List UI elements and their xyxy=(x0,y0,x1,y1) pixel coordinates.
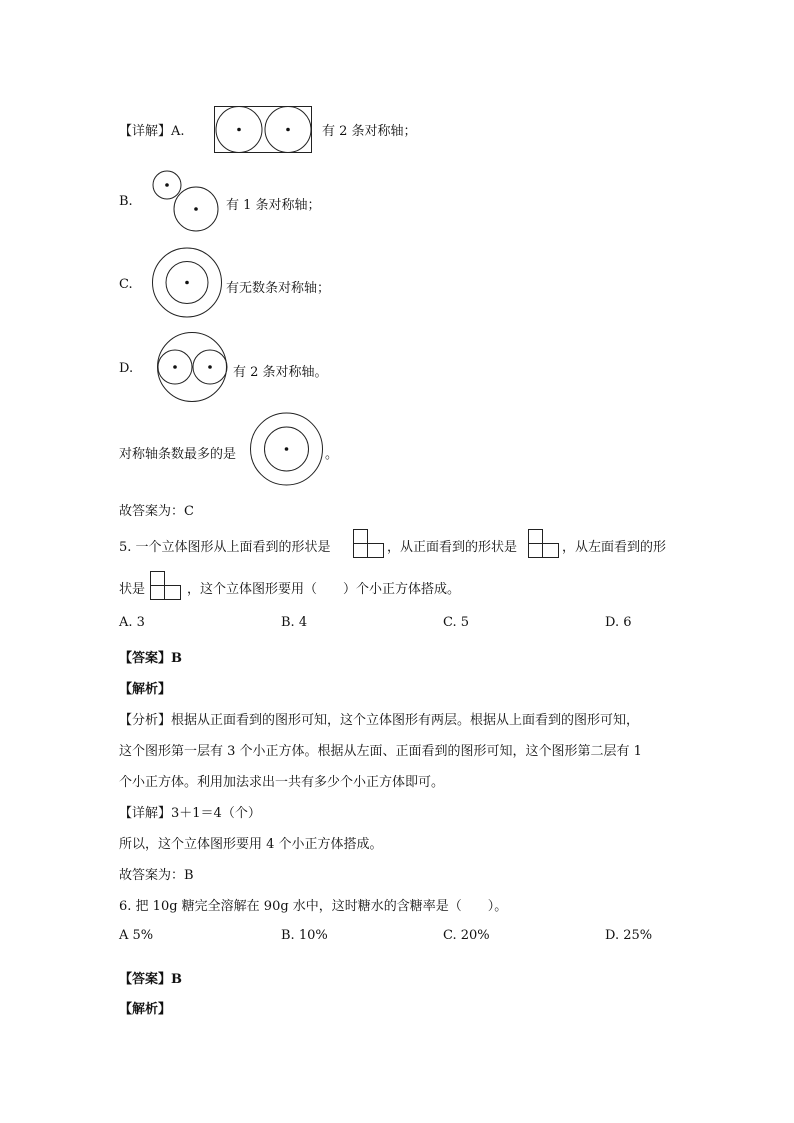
q4-answer-line: 故答案为：C xyxy=(119,504,194,519)
detail-b-text: 有 1 条对称轴； xyxy=(226,198,321,213)
view-from-left-icon xyxy=(150,571,184,601)
figure-d-circle-with-two-circles xyxy=(156,332,228,404)
detail-a-text: 有 2 条对称轴； xyxy=(322,124,417,139)
q6-option-a: A 5% xyxy=(119,928,154,943)
most-axes-text: 对称轴条数最多的是 xyxy=(119,447,237,462)
figure-b-two-circles xyxy=(150,170,222,234)
q5-option-d: D. 6 xyxy=(605,615,632,630)
q6-analysis-header: 【解析】 xyxy=(119,1002,172,1017)
q6-stem: 6. 把 10g 糖完全溶解在 90g 水中，这时糖水的含糖率是（ ）。 xyxy=(119,899,508,914)
detail-d-label: D. xyxy=(119,361,134,376)
q5-option-b: B. 4 xyxy=(281,615,308,630)
q5-stem-part2: ，从正面看到的形状是 xyxy=(387,540,518,555)
figure-most-axes-concentric-circles xyxy=(250,413,324,487)
figure-c-concentric-circles xyxy=(152,247,224,319)
q5-stem-part5: ，这个立体图形要用（ ）个小正方体搭成。 xyxy=(187,582,461,597)
q6-option-b: B. 10% xyxy=(281,928,328,943)
q5-option-a: A. 3 xyxy=(119,615,145,630)
q5-option-c: C. 5 xyxy=(443,615,470,630)
q5-answer-line: 故答案为：B xyxy=(119,868,194,883)
detail-b-label: B. xyxy=(119,194,133,209)
q5-analysis-line-1: 【分析】根据从正面看到的图形可知，这个立体图形有两层。根据从上面看到的图形可知， xyxy=(119,713,640,728)
q5-stem-part3: ，从左面看到的形 xyxy=(562,540,667,555)
q5-answer: 【答案】B xyxy=(119,651,182,666)
detail-a-label: 【详解】A. xyxy=(119,124,185,139)
q6-option-d: D. 25% xyxy=(605,928,653,943)
most-axes-end: 。 xyxy=(325,447,339,462)
q5-analysis-line-3: 个小正方体。利用加法求出一共有多少个小正方体即可。 xyxy=(119,775,445,790)
view-from-front-icon xyxy=(528,529,562,559)
detail-c-text: 有无数条对称轴； xyxy=(226,281,331,296)
q5-so-line: 所以，这个立体图形要用 4 个小正方体搭成。 xyxy=(119,837,383,852)
q5-analysis-header: 【解析】 xyxy=(119,682,172,697)
q5-stem-part4: 状是 xyxy=(119,582,146,597)
q6-answer: 【答案】B xyxy=(119,972,182,987)
q5-stem-part1: 5. 一个立体图形从上面看到的形状是 xyxy=(119,540,331,555)
q6-option-c: C. 20% xyxy=(443,928,490,943)
q5-analysis-line-2: 这个图形第一层有 3 个小正方体。根据从左面、正面看到的图形可知，这个图形第二层有 1 xyxy=(119,744,642,759)
detail-d-text: 有 2 条对称轴。 xyxy=(233,365,328,380)
view-from-top-icon xyxy=(353,529,387,559)
figure-a-rect-two-circles xyxy=(214,106,314,154)
detail-c-label: C. xyxy=(119,277,133,292)
q5-detail: 【详解】3＋1＝4（个） xyxy=(119,806,261,821)
